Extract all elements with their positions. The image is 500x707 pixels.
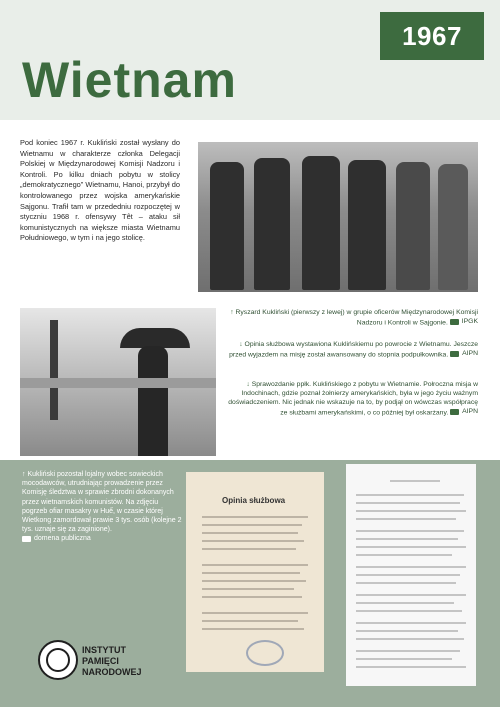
eagle-emblem-icon [46,648,70,672]
camera-icon [22,536,31,542]
document-credit: AIPN [450,349,478,358]
arrow-up-icon: ↑ [230,309,234,316]
vietnam-report-document [346,464,476,686]
page-title: Wietnam [22,52,237,108]
caption-vietnam-report: ↓ Sprawozdanie ppłk. Kuklińskiego z pobytu w Wietnamie. Połroczna misja w Indochinach, gdzie poznał żołnierzy amerykańskich, była w jego życiu ważnym doświadczeniem. Nic jednak nie wskazuje na to, by podjął on wówczas współpracę ze służbami amerykańskimi, o co później był oskarżany. AIPN [228,381,478,417]
institution-name: INSTYTUT PAMIĘCI NARODOWEJ [82,645,142,677]
ipn-emblem-logo [38,640,78,680]
caption-funeral-photo: ↑ Kukliński pozostał lojalny wobec sowieckich mocodawców, utrudniając prowadzenie przez Komisję śledztwa w sprawie zbrodni dokonanych przez wietnamskich komunistów. Na zdjęciu pogrzeb ofiar masakry w Huế, w czasie której Wietkong zamordował prawie 3 tys. osób (kolejne 2 tys. uznaje się za zaginione). domena publiczna [22,471,182,543]
caption-service-opinion: ↓ Opinia służbowa wystawiona Kuklińskiemu po powrocie z Wietnamu. Jeszcze przed wyjazdem na misję został awansowany do stopnia podpułkownika. AIPN [229,341,478,359]
document-credit: AIPN [450,407,478,416]
camera-icon [450,319,459,325]
photo-credit: IPGK [450,317,478,326]
hue-funeral-photo [20,308,216,456]
intro-paragraph: Pod koniec 1967 r. Kukliński został wysłany do Wietnamu w charakterze członka Delegacji Polskiej w Międzynarodowej Komisji Nadzoru i Kontroli. Po kilku dniach pobytu w stolicy „demokratycznego” Wietnamu, Hanoi, przybył do kontrolowanego przez wojska amerykańskie Sajgonu. Trafił tam w przededniu rozpoczętej w styczniu 1968 r. ofensywy Têt – ataku sił komunistycznych na większe miasta Wietnamu Południowego, w tym i na jego stolicę. [20,138,180,243]
service-opinion-document [186,472,324,672]
officers-group-photo [198,142,478,292]
year-badge: 1967 [380,12,484,60]
camera-icon [450,351,459,357]
arrow-down-icon: ↓ [239,341,243,348]
arrow-down-icon: ↓ [246,381,250,388]
arrow-up-icon: ↑ [22,471,26,478]
caption-officers-photo: ↑ Ryszard Kukliński (pierwszy z lewej) w grupie oficerów Międzynarodowej Komisji Nadzoru i Kontroli w Sajgonie. IPGK [230,309,478,327]
photo-credit: domena publiczna [22,534,91,543]
camera-icon [450,409,459,415]
document-title: Opinia służbowa [222,496,286,505]
